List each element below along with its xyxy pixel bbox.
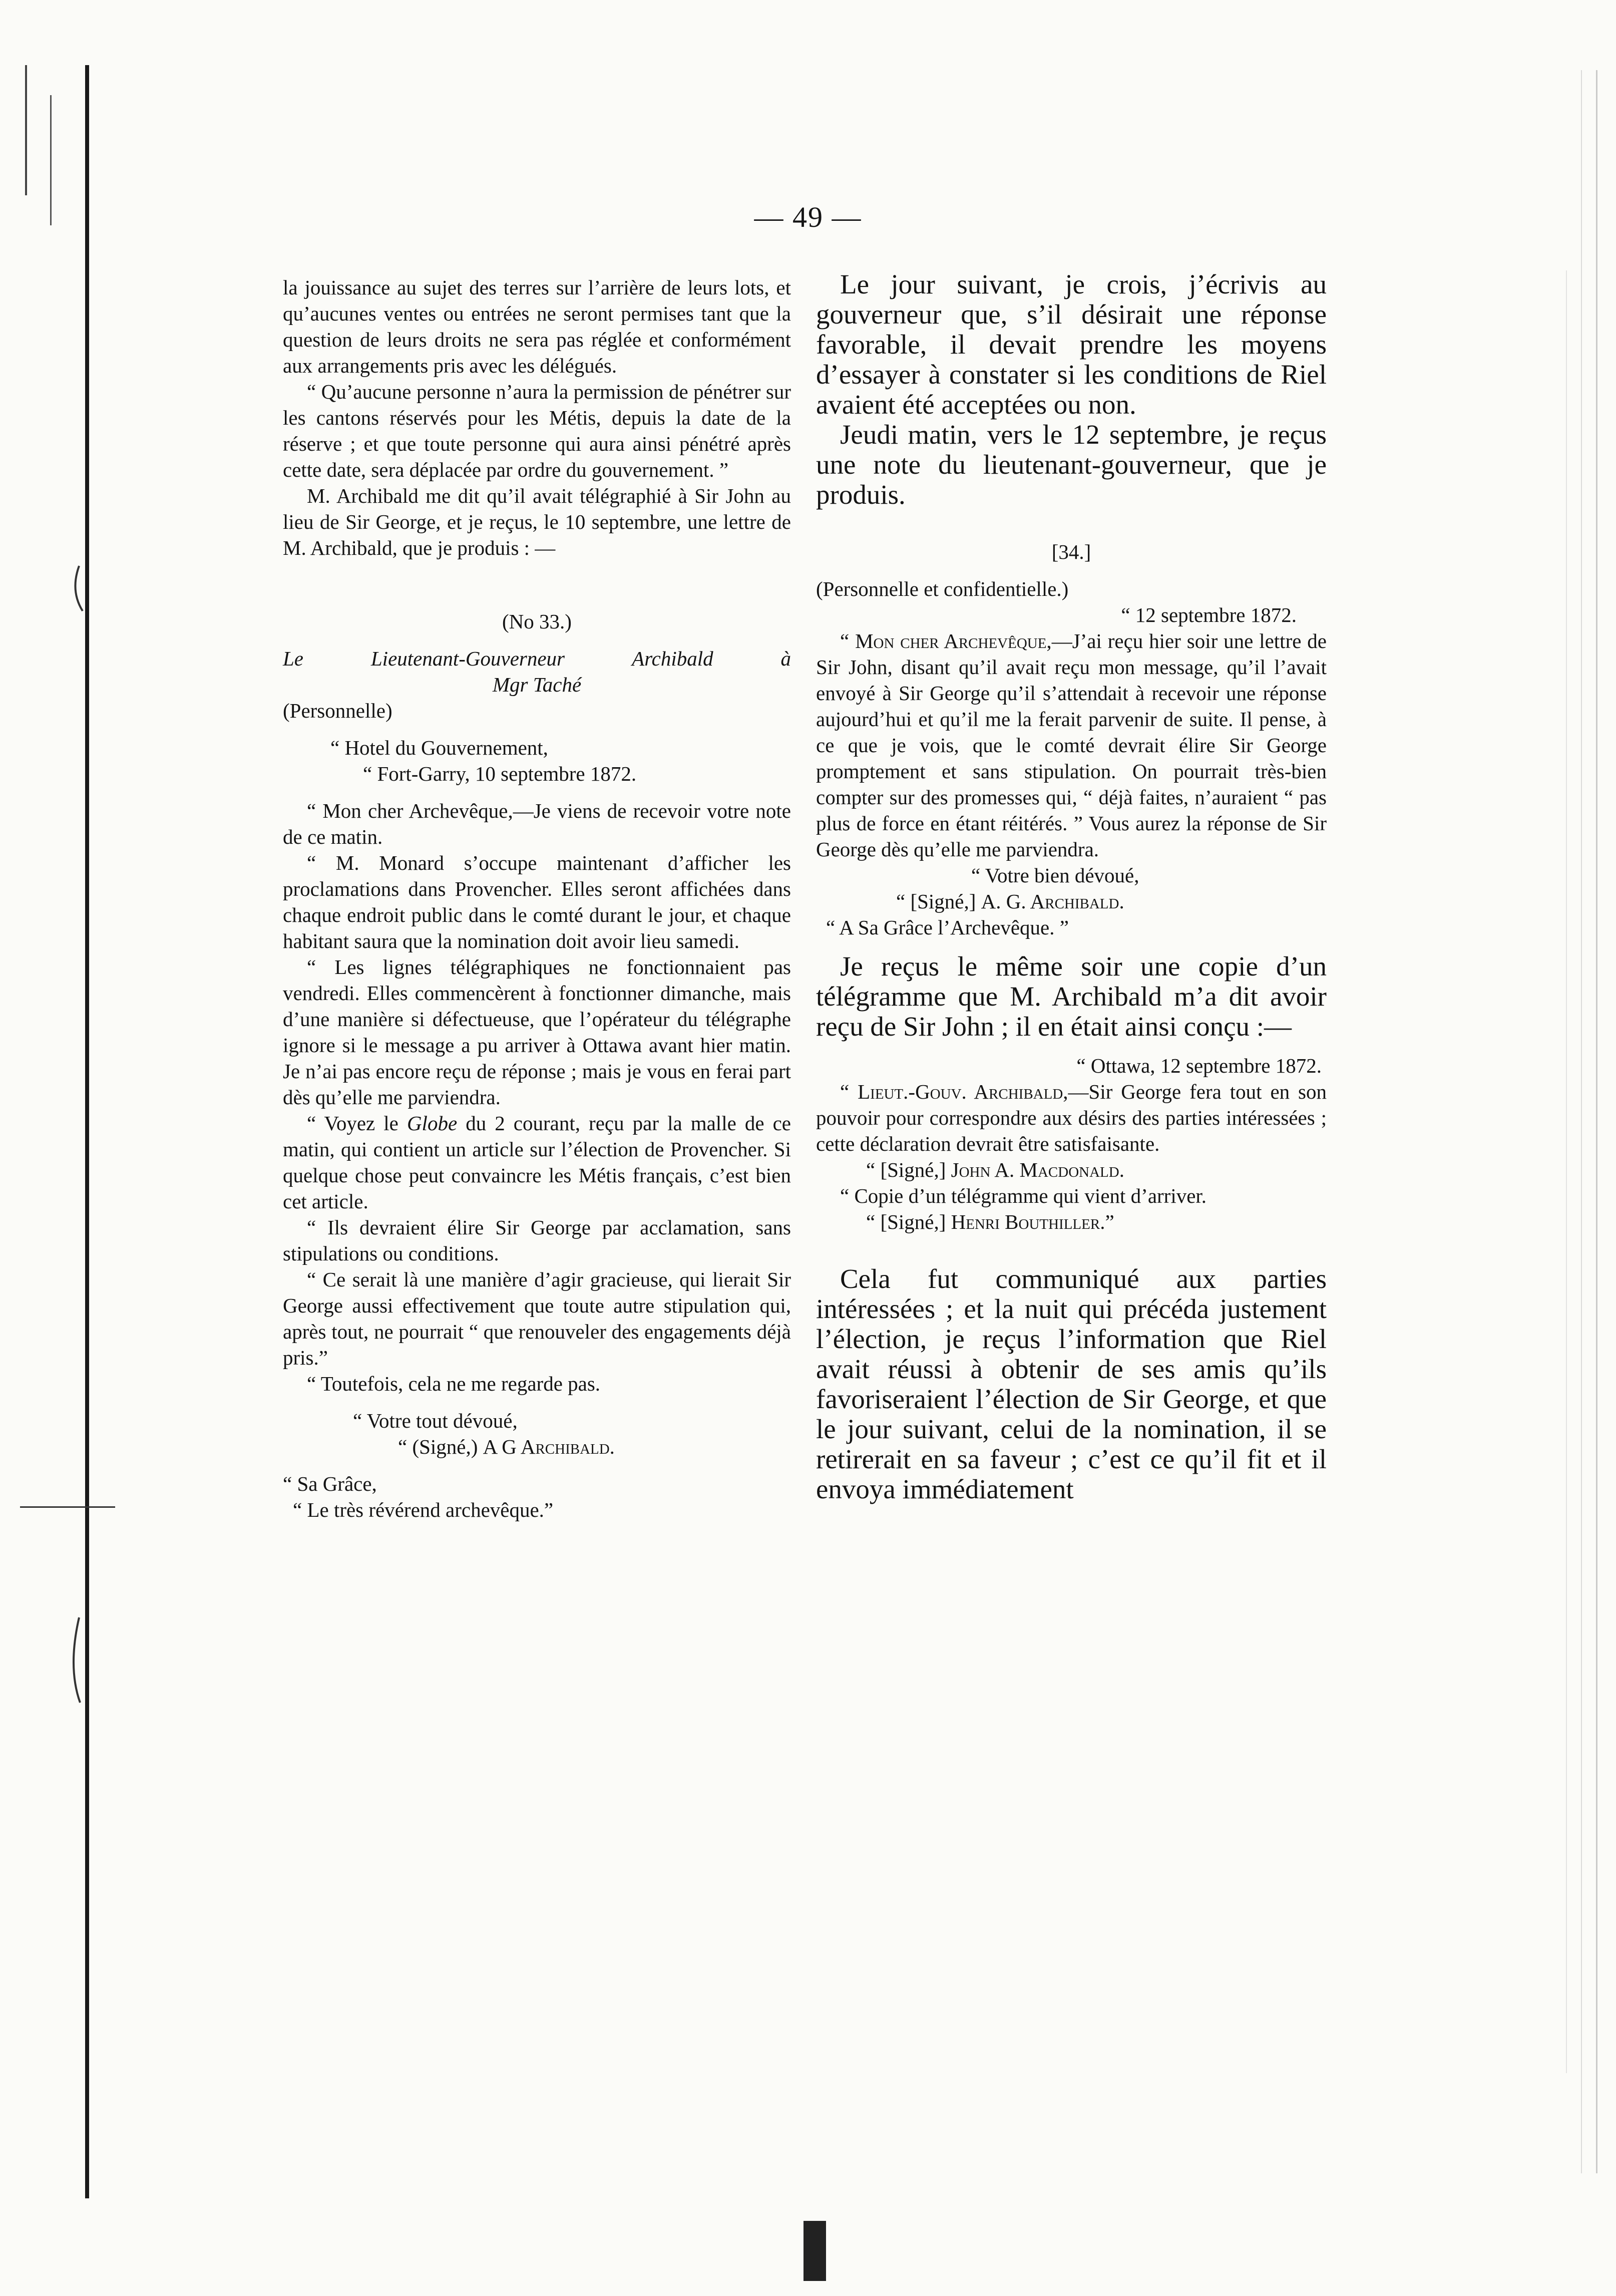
confidential-note: (Personnelle et confidentielle.): [816, 577, 1069, 600]
left-paragraph-3: M. Archibald me dit qu’il avait télégraphié à Sir John au lieu de Sir George, et je reçus, le 10 septembre, une lettre de M. Archibald, que je produis : —: [283, 484, 791, 559]
letter-date: “ 12 septembre 1872.: [1121, 603, 1297, 626]
scan-mark-bottom: [803, 2221, 826, 2281]
personal-note: (Personnelle): [283, 699, 392, 722]
letter-paragraph-7: “ Toutefois, cela ne me regarde pas.: [307, 1372, 601, 1395]
left-paragraph-1: la jouissance au sujet des terres sur l’arrière de leurs lots, et qu’aucunes ventes ou entrées ne seront permises tant que la question de leurs droits ne sera pas réglée et conformément aux arrangements pris avec les délégués.: [283, 276, 791, 377]
copy-note: “ Copie d’un télégramme qui vient d’arriver.: [840, 1184, 1207, 1207]
letter-paragraph-5: “ Ils devraient élire Sir George par acclamation, sans stipulations ou conditions.: [283, 1216, 791, 1265]
signature-name: A G Archibald.: [483, 1435, 615, 1458]
globe-title: Globe: [407, 1112, 458, 1135]
right-paragraph-4: Cela fut communiqué aux parties intéressées ; et la nuit qui précéda justement l’élection, je reçus l’information que Riel avait réussi à obtenir de ses amis qu’ils favoriseraient l’élection de Sir George, et que le jour suivant, celui de la nomination, il se retirerait en sa faveur ; c’est ce qu’il fit et il envoya immédiatement: [816, 1263, 1327, 1504]
scan-edge-left: [20, 65, 115, 2218]
letter-paragraph-3: “ Les lignes télégraphiques ne fonctionnaient pas vendredi. Elles commencèrent à fonctionner dimanche, mais d’une manière si défectueuse, que l’opérateur du télégraphe ignore si le message a pu arriver à Ottawa avant hier matin. Je n’ai pas encore reçu de réponse ; mais je vous en ferai part dès qu’elle me parviendra.: [283, 955, 791, 1109]
document-heading-line-1: Le Lieutenant-Gouverneur Archibald à: [283, 647, 791, 670]
letter-paragraph-4-end: du 2 courant, reçu par la malle de ce matin, qui contient un article sur l’élection de Provencher. Si quelque chose peut convaincre les Métis français, c’est bien cet article.: [283, 1112, 791, 1213]
letter-paragraph-6: “ Ce serait là une manière d’agir gracieuse, qui lierait Sir George aussi effectivement que toute autre stipulation qui, après tout, ne pourrait “ que renouveler des engagements déjà pris.”: [283, 1268, 791, 1369]
letter-closing-1: “ Votre tout dévoué,: [353, 1409, 518, 1432]
telegram-date: “ Ottawa, 12 septembre 1872.: [1076, 1054, 1322, 1077]
copy-signature-name: Henri Bouthiller.”: [951, 1210, 1114, 1233]
right-letter-paragraph: [816, 628, 1327, 862]
right-closing-2: [816, 888, 1327, 914]
document-heading-line-2: Mgr Taché: [492, 673, 582, 696]
right-signature-name: A. G. Archibald.: [981, 890, 1124, 913]
signed-label: “ (Signé,): [398, 1435, 483, 1458]
telegram-addressee: “ Lieut.-Gouv. Archibald,: [840, 1080, 1068, 1103]
place-line-1: “ Hotel du Gouvernement,: [330, 736, 548, 759]
document-number-33: (No 33.): [502, 610, 572, 633]
salutation-2: “ Le très révérend archevêque.”: [293, 1498, 554, 1521]
scan-edge-right: [1521, 70, 1616, 2223]
right-paragraph-1: Le jour suivant, je crois, j’écrivis au gouverneur que, s’il désirait une réponse favorable, il devait prendre les moyens d’essayer à constater si les conditions de Riel avaient été acceptées ou non.: [816, 269, 1327, 420]
right-signed-label: “ [Signé,]: [896, 890, 981, 913]
letter-paragraph-4: [283, 1110, 791, 1214]
right-column: [816, 269, 1327, 1504]
copy-signature: [816, 1209, 1327, 1235]
copy-signed-label: “ [Signé,]: [866, 1210, 951, 1233]
letter-paragraph-1: “ Mon cher Archevêque,—Je viens de recevoir votre note de ce matin.: [283, 799, 791, 848]
letter-closing-2: [283, 1434, 791, 1460]
left-column: [283, 274, 791, 1523]
left-paragraph-2: “ Qu’aucune personne n’aura la permission de pénétrer sur les cantons réservés pour les Métis, depuis la date de la réserve ; et que toute personne qui aura ainsi pénétré après cette date, sera déplacée par ordre du gouvernement. ”: [283, 380, 791, 481]
right-closing-1: “ Votre bien dévoué,: [971, 864, 1139, 887]
telegram-signature: [816, 1157, 1327, 1183]
telegram-signed-label: “ [Signé,]: [866, 1158, 951, 1181]
letter-paragraph-2: “ M. Monard s’occupe maintenant d’afficher les proclamations dans Provencher. Elles seront affichées dans chaque endroit public dans le comté durant le jour, et chaque habitant saura que la nomination doit avoir lieu samedi.: [283, 851, 791, 952]
place-line-2: “ Fort-Garry, 10 septembre 1872.: [363, 762, 637, 785]
telegram-signature-name: John A. Macdonald.: [951, 1158, 1124, 1181]
right-salutation: “ A Sa Grâce l’Archevêque. ”: [826, 916, 1069, 939]
document-number-34: [34.]: [1051, 540, 1091, 563]
telegram-text: —Sir George fera tout en son pouvoir pour correspondre aux désirs des parties intéressées ; cette déclaration devrait être satisfaisante.: [816, 1080, 1327, 1155]
letter-greeting: “ Mon cher Archevêque,: [840, 629, 1052, 652]
right-paragraph-2: Jeudi matin, vers le 12 septembre, je reçus une note du lieutenant-gouverneur, que je produis.: [816, 419, 1327, 510]
letter-paragraph-4-start: “ Voyez le: [307, 1112, 407, 1135]
page-number: — 49 —: [754, 201, 862, 233]
right-paragraph-3: Je reçus le même soir une copie d’un télégramme que M. Archibald m’a dit avoir reçu de Sir John ; il en était ainsi conçu :—: [816, 951, 1327, 1042]
telegram-body: [816, 1079, 1327, 1157]
salutation-1: “ Sa Grâce,: [283, 1472, 377, 1495]
letter-body: —J’ai reçu hier soir une lettre de Sir John, disant qu’il avait reçu mon message, qu’il l’avait envoyé à Sir George qu’il s’attendait à recevoir une réponse aujourd’hui et qu’il me la ferait parvenir de suite. Il pense, à ce que je vois, que le comté devrait élire Sir George promptement et sans stipulation. On pourrait très-bien compter sur des promesses qui, “ déjà faites, n’auraient “ pas plus de force en étant réitérés. ” Vous aurez la réponse de Sir George dès qu’elle me parviendra.: [816, 629, 1327, 861]
